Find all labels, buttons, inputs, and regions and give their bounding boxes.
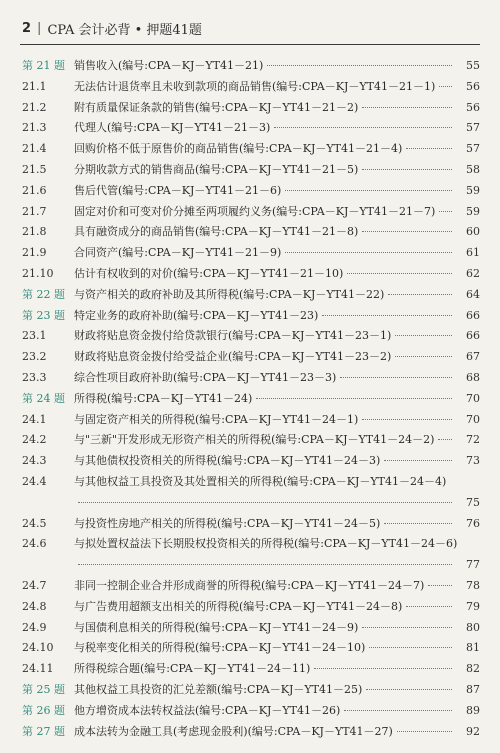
toc-title: 附有质量保证条款的销售(编号:CPA－KJ－YT41－21－2) bbox=[74, 100, 359, 114]
toc-leader-dots bbox=[428, 585, 452, 586]
toc-leader-dots bbox=[78, 564, 452, 565]
toc-chapter-row[interactable] bbox=[22, 389, 480, 410]
toc-leader-dots bbox=[397, 731, 452, 732]
toc-title: 所得税综合题(编号:CPA－KJ－YT41－24－11) bbox=[74, 662, 311, 676]
toc-section-row[interactable] bbox=[22, 347, 480, 368]
toc-leader-dots bbox=[439, 86, 452, 87]
toc-number: 23.3 bbox=[22, 370, 47, 384]
toc-leader-dots bbox=[340, 377, 452, 378]
toc-page-number: 82 bbox=[466, 662, 480, 676]
toc-leader-dots bbox=[322, 315, 452, 316]
toc-number: 21.1 bbox=[22, 79, 47, 93]
toc-number: 24.8 bbox=[22, 599, 47, 613]
toc-page-number: 89 bbox=[466, 703, 480, 717]
toc-number: 21.10 bbox=[22, 266, 54, 280]
toc-title: 成本法转为金融工具(考虑现金股利)(编号:CPA－KJ－YT41－27) bbox=[74, 724, 393, 738]
toc-section-row[interactable] bbox=[22, 534, 480, 576]
toc-section-row[interactable] bbox=[22, 243, 480, 264]
toc-title: 与其他债权投资相关的所得税(编号:CPA－KJ－YT41－24－3) bbox=[74, 454, 381, 468]
toc-section-row[interactable] bbox=[22, 514, 480, 535]
toc-chapter-row[interactable] bbox=[22, 56, 480, 77]
toc-page-number: 68 bbox=[466, 370, 480, 384]
toc-section-row[interactable] bbox=[22, 222, 480, 243]
toc-title: 特定业务的政府补助(编号:CPA－KJ－YT41－23) bbox=[74, 308, 319, 322]
toc-title: 与资产相关的政府补助及其所得税(编号:CPA－KJ－YT41－22) bbox=[74, 287, 385, 301]
toc-number: 第 27 题 bbox=[22, 724, 65, 738]
toc-chapter-row[interactable] bbox=[22, 306, 480, 327]
toc-section-row[interactable] bbox=[22, 368, 480, 389]
toc-title: 与税率变化相关的所得税(编号:CPA－KJ－YT41－24－10) bbox=[74, 641, 366, 655]
toc-leader-dots bbox=[439, 211, 452, 212]
toc-leader-dots bbox=[78, 502, 452, 503]
toc-section-row[interactable] bbox=[22, 98, 480, 119]
toc-leader-dots bbox=[362, 169, 452, 170]
toc-number: 21.7 bbox=[22, 204, 47, 218]
toc-leader-dots bbox=[347, 273, 452, 274]
toc-leader-dots bbox=[406, 148, 452, 149]
toc-number: 24.9 bbox=[22, 620, 47, 634]
toc-chapter-row[interactable] bbox=[22, 285, 480, 306]
toc-page-number: 70 bbox=[466, 412, 480, 426]
toc-leader-dots bbox=[362, 107, 452, 108]
toc-number: 21.5 bbox=[22, 162, 47, 176]
toc-section-row[interactable] bbox=[22, 659, 480, 680]
toc-number: 21.9 bbox=[22, 246, 47, 260]
toc-number: 24.2 bbox=[22, 433, 47, 447]
toc-page-number: 67 bbox=[466, 350, 480, 364]
toc-section-row[interactable] bbox=[22, 118, 480, 139]
toc-title: 与拟处置权益法下长期股权投资相关的所得税(编号:CPA－KJ－YT41－24－6) bbox=[74, 537, 458, 551]
toc-title: 与其他权益工具投资及其处置相关的所得税(编号:CPA－KJ－YT41－24－4) bbox=[74, 474, 447, 488]
toc-page-number: 56 bbox=[466, 100, 480, 114]
toc-title: 合同资产(编号:CPA－KJ－YT41－21－9) bbox=[74, 246, 282, 260]
toc-title: 综合性项目政府补助(编号:CPA－KJ－YT41－23－3) bbox=[74, 370, 337, 384]
toc-leader-dots bbox=[384, 523, 452, 524]
toc-section-row[interactable] bbox=[22, 202, 480, 223]
page-number: 2 bbox=[22, 20, 32, 36]
toc-page-number: 81 bbox=[466, 641, 480, 655]
toc-section-row[interactable] bbox=[22, 139, 480, 160]
toc-page-number: 77 bbox=[466, 558, 480, 572]
toc-number: 24.10 bbox=[22, 641, 54, 655]
toc-page-number: 92 bbox=[466, 724, 480, 738]
toc-number: 21.3 bbox=[22, 121, 47, 135]
toc-leader-dots bbox=[285, 252, 452, 253]
toc-section-row[interactable] bbox=[22, 410, 480, 431]
toc-title: 固定对价和可变对价分摊至两项履约义务(编号:CPA－KJ－YT41－21－7) bbox=[74, 204, 436, 218]
table-of-contents bbox=[22, 56, 480, 742]
toc-page-number: 59 bbox=[466, 204, 480, 218]
toc-title: 他方增资成本法转权益法(编号:CPA－KJ－YT41－26) bbox=[74, 703, 341, 717]
toc-title: 销售收入(编号:CPA－KJ－YT41－21) bbox=[74, 59, 264, 72]
toc-title: 所得税(编号:CPA－KJ－YT41－24) bbox=[74, 391, 253, 405]
toc-leader-dots bbox=[362, 231, 452, 232]
toc-number: 第 23 题 bbox=[22, 308, 65, 322]
toc-number: 第 26 题 bbox=[22, 703, 65, 717]
toc-leader-dots bbox=[366, 689, 452, 690]
toc-title: 财政将贴息资金拨付给贷款银行(编号:CPA－KJ－YT41－23－1) bbox=[74, 329, 392, 343]
toc-leader-dots bbox=[388, 294, 452, 295]
toc-chapter-row[interactable] bbox=[22, 701, 480, 722]
toc-page-number: 73 bbox=[466, 454, 480, 468]
toc-number: 23.1 bbox=[22, 329, 47, 343]
toc-title: 非同一控制企业合并形成商誉的所得税(编号:CPA－KJ－YT41－24－7) bbox=[74, 578, 425, 592]
toc-number: 第 25 题 bbox=[22, 682, 65, 696]
toc-title: 回购价格不低于原售价的商品销售(编号:CPA－KJ－YT41－21－4) bbox=[74, 142, 403, 156]
toc-number: 第 22 题 bbox=[22, 287, 65, 301]
toc-number: 23.2 bbox=[22, 350, 47, 364]
toc-page-number: 66 bbox=[466, 308, 480, 322]
toc-section-row[interactable] bbox=[22, 638, 480, 659]
toc-leader-dots bbox=[274, 127, 452, 128]
toc-page-number: 78 bbox=[466, 578, 480, 592]
toc-page-number: 80 bbox=[466, 620, 480, 634]
toc-page-number: 56 bbox=[466, 79, 480, 93]
toc-number: 第 21 题 bbox=[22, 59, 65, 72]
toc-leader-dots bbox=[314, 668, 452, 669]
toc-page-number: 87 bbox=[466, 682, 480, 696]
toc-number: 24.11 bbox=[22, 662, 54, 676]
toc-page-number: 57 bbox=[466, 121, 480, 135]
header-rule bbox=[20, 44, 480, 45]
toc-title: 与"三新"开发形成无形资产相关的所得税(编号:CPA－KJ－YT41－24－2) bbox=[74, 433, 435, 447]
toc-page-number: 57 bbox=[466, 142, 480, 156]
toc-section-row[interactable] bbox=[22, 326, 480, 347]
toc-number: 24.1 bbox=[22, 412, 47, 426]
toc-section-row[interactable] bbox=[22, 472, 480, 514]
toc-section-row[interactable] bbox=[22, 264, 480, 285]
toc-section-row[interactable] bbox=[22, 576, 480, 597]
toc-section-row[interactable] bbox=[22, 160, 480, 181]
toc-chapter-row[interactable] bbox=[22, 680, 480, 701]
toc-number: 21.8 bbox=[22, 225, 47, 239]
toc-page-number: 70 bbox=[466, 391, 480, 405]
toc-number: 第 24 题 bbox=[22, 391, 65, 405]
toc-number: 21.4 bbox=[22, 142, 47, 156]
toc-section-row[interactable] bbox=[22, 181, 480, 202]
toc-title: 与固定资产相关的所得税(编号:CPA－KJ－YT41－24－1) bbox=[74, 412, 359, 426]
toc-title: 代理人(编号:CPA－KJ－YT41－21－3) bbox=[74, 121, 271, 135]
toc-page-number: 58 bbox=[466, 162, 480, 176]
toc-page-number: 61 bbox=[466, 246, 480, 260]
toc-leader-dots bbox=[395, 335, 452, 336]
toc-leader-dots bbox=[362, 419, 452, 420]
toc-page-number: 76 bbox=[466, 516, 480, 530]
toc-page-number: 59 bbox=[466, 183, 480, 197]
toc-chapter-row[interactable] bbox=[22, 722, 480, 743]
toc-leader-dots bbox=[256, 398, 452, 399]
toc-number: 24.5 bbox=[22, 516, 47, 530]
toc-number: 24.3 bbox=[22, 454, 47, 468]
toc-leader-dots bbox=[369, 647, 452, 648]
toc-page-number: 60 bbox=[466, 225, 480, 239]
toc-page-number: 62 bbox=[466, 266, 480, 280]
toc-page-number: 66 bbox=[466, 329, 480, 343]
toc-section-row[interactable] bbox=[22, 77, 480, 98]
toc-title: 与投资性房地产相关的所得税(编号:CPA－KJ－YT41－24－5) bbox=[74, 516, 381, 530]
toc-leader-dots bbox=[384, 460, 452, 461]
toc-number: 24.4 bbox=[22, 474, 47, 488]
toc-title: 具有融资成分的商品销售(编号:CPA－KJ－YT41－21－8) bbox=[74, 225, 359, 239]
toc-title: 估计有权收到的对价(编号:CPA－KJ－YT41－21－10) bbox=[74, 266, 344, 280]
toc-section-row[interactable] bbox=[22, 597, 480, 618]
toc-leader-dots bbox=[406, 606, 452, 607]
toc-leader-dots bbox=[267, 65, 452, 66]
toc-page-number: 75 bbox=[466, 495, 480, 509]
toc-title: 与国债利息相关的所得税(编号:CPA－KJ－YT41－24－9) bbox=[74, 620, 359, 634]
book-title: CPA 会计必背 • 押题41题 bbox=[47, 22, 202, 38]
page-header bbox=[22, 18, 478, 38]
toc-page-number: 79 bbox=[466, 599, 480, 613]
toc-leader-dots bbox=[395, 356, 452, 357]
toc-page-number: 64 bbox=[466, 287, 480, 301]
toc-page-number: 72 bbox=[466, 433, 480, 447]
toc-leader-dots bbox=[438, 439, 452, 440]
toc-title: 售后代管(编号:CPA－KJ－YT41－21－6) bbox=[74, 183, 282, 197]
toc-page-number: 55 bbox=[466, 59, 480, 72]
toc-number: 24.6 bbox=[22, 537, 47, 551]
toc-section-row[interactable] bbox=[22, 451, 480, 472]
toc-section-row[interactable] bbox=[22, 618, 480, 639]
toc-leader-dots bbox=[285, 190, 452, 191]
toc-section-row[interactable] bbox=[22, 430, 480, 451]
toc-leader-dots bbox=[362, 627, 452, 628]
toc-number: 21.2 bbox=[22, 100, 47, 114]
toc-title: 财政将贴息资金拨付给受益企业(编号:CPA－KJ－YT41－23－2) bbox=[74, 350, 392, 364]
toc-number: 21.6 bbox=[22, 183, 47, 197]
toc-title: 无法估计退货率且未收到款项的商品销售(编号:CPA－KJ－YT41－21－1) bbox=[74, 79, 436, 93]
toc-leader-dots bbox=[344, 710, 452, 711]
header-separator: | bbox=[37, 20, 42, 36]
toc-title: 与广告费用超额支出相关的所得税(编号:CPA－KJ－YT41－24－8) bbox=[74, 599, 403, 613]
toc-number: 24.7 bbox=[22, 578, 47, 592]
toc-title: 其他权益工具投资的汇兑差额(编号:CPA－KJ－YT41－25) bbox=[74, 682, 363, 696]
toc-title: 分期收款方式的销售商品(编号:CPA－KJ－YT41－21－5) bbox=[74, 162, 359, 176]
